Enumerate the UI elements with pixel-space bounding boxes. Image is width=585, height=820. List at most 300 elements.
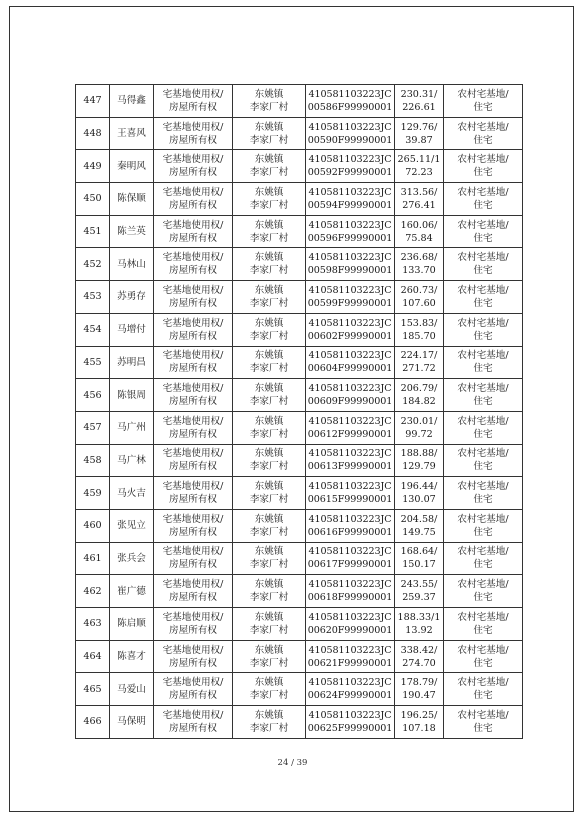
- location-line: 李家厂村: [249, 199, 289, 211]
- area-cell: [395, 379, 444, 412]
- area-line: 184.82: [402, 396, 436, 408]
- land-use-line: 农村宅基地/: [457, 121, 509, 133]
- area-cell: [395, 85, 444, 118]
- location-line: 东姚镇: [254, 546, 284, 558]
- owner-name-cell: 陈保顺: [110, 183, 154, 216]
- table-row: [76, 608, 523, 641]
- land-use-cell: [444, 477, 523, 510]
- land-use-line: 住宅: [473, 363, 493, 375]
- parcel-code-line: 00613F99990001: [307, 461, 393, 473]
- table-body: [76, 85, 523, 739]
- location-cell: [233, 608, 306, 641]
- right-type-line: 房屋所有权: [169, 199, 217, 211]
- owner-name-cell: 马林山: [110, 248, 154, 281]
- row-number-cell: 457: [76, 411, 110, 444]
- row-number-cell: 452: [76, 248, 110, 281]
- location-line: 东姚镇: [254, 383, 284, 395]
- location-line: 李家厂村: [249, 396, 289, 408]
- land-use-cell: [444, 183, 523, 216]
- parcel-code-line: 00599F99990001: [307, 297, 393, 309]
- area-line: 236.68/: [400, 252, 438, 264]
- location-line: 李家厂村: [249, 461, 289, 473]
- area-line: 274.70: [402, 657, 436, 669]
- land-use-line: 农村宅基地/: [457, 186, 509, 198]
- location-line: 李家厂村: [249, 690, 289, 702]
- location-line: 李家厂村: [249, 330, 289, 342]
- location-line: 东姚镇: [254, 415, 284, 427]
- table-row: [76, 248, 523, 281]
- row-number-cell: 458: [76, 444, 110, 477]
- location-cell: [233, 706, 306, 739]
- location-cell: [233, 313, 306, 346]
- land-use-line: 住宅: [473, 265, 493, 277]
- location-line: 东姚镇: [254, 350, 284, 362]
- location-cell: [233, 150, 306, 183]
- right-type-cell: [154, 673, 233, 706]
- location-line: 李家厂村: [249, 592, 289, 604]
- land-use-line: 住宅: [473, 722, 493, 734]
- parcel-code-line: 00594F99990001: [307, 199, 393, 211]
- right-type-cell: [154, 379, 233, 412]
- land-use-cell: [444, 706, 523, 739]
- table-row: [76, 411, 523, 444]
- area-line: 107.18: [402, 722, 436, 734]
- right-type-cell: [154, 313, 233, 346]
- land-use-line: 农村宅基地/: [457, 677, 509, 689]
- location-cell: [233, 248, 306, 281]
- land-use-cell: [444, 673, 523, 706]
- land-use-cell: [444, 150, 523, 183]
- right-type-line: 房屋所有权: [169, 494, 217, 506]
- parcel-code-cell: [306, 346, 395, 379]
- land-use-cell: [444, 411, 523, 444]
- right-type-cell: [154, 542, 233, 575]
- location-cell: [233, 281, 306, 314]
- location-line: 李家厂村: [249, 101, 289, 113]
- parcel-code-line: 410581103223JC: [308, 579, 392, 591]
- land-use-line: 住宅: [473, 690, 493, 702]
- right-type-cell: [154, 444, 233, 477]
- parcel-code-line: 410581103223JC: [308, 546, 392, 558]
- parcel-code-cell: [306, 248, 395, 281]
- right-type-cell: [154, 477, 233, 510]
- right-type-line: 宅基地使用权/: [162, 88, 224, 100]
- parcel-code-line: 410581103223JC: [308, 252, 392, 264]
- land-use-line: 农村宅基地/: [457, 481, 509, 493]
- land-use-line: 住宅: [473, 559, 493, 571]
- location-line: 李家厂村: [249, 232, 289, 244]
- area-line: 75.84: [405, 232, 433, 244]
- land-use-line: 住宅: [473, 330, 493, 342]
- table-row: [76, 640, 523, 673]
- land-use-line: 住宅: [473, 592, 493, 604]
- area-line: 259.37: [402, 592, 436, 604]
- right-type-line: 房屋所有权: [169, 363, 217, 375]
- right-type-line: 宅基地使用权/: [162, 154, 224, 166]
- right-type-line: 宅基地使用权/: [162, 252, 224, 264]
- right-type-line: 房屋所有权: [169, 167, 217, 179]
- land-use-line: 住宅: [473, 297, 493, 309]
- right-type-cell: [154, 183, 233, 216]
- parcel-code-line: 00596F99990001: [307, 232, 393, 244]
- area-line: 72.23: [405, 167, 433, 179]
- right-type-line: 宅基地使用权/: [162, 350, 224, 362]
- land-use-cell: [444, 509, 523, 542]
- parcel-code-line: 00618F99990001: [307, 592, 393, 604]
- parcel-code-line: 410581103223JC: [308, 448, 392, 460]
- area-line: 226.61: [402, 101, 436, 113]
- location-line: 东姚镇: [254, 186, 284, 198]
- area-cell: [395, 281, 444, 314]
- location-cell: [233, 183, 306, 216]
- row-number-cell: 456: [76, 379, 110, 412]
- location-line: 东姚镇: [254, 579, 284, 591]
- location-line: 李家厂村: [249, 265, 289, 277]
- right-type-cell: [154, 117, 233, 150]
- right-type-cell: [154, 509, 233, 542]
- right-type-line: 房屋所有权: [169, 265, 217, 277]
- location-cell: [233, 444, 306, 477]
- right-type-cell: [154, 150, 233, 183]
- land-use-cell: [444, 379, 523, 412]
- area-line: 196.25/: [400, 709, 438, 721]
- area-cell: [395, 509, 444, 542]
- land-use-line: 农村宅基地/: [457, 383, 509, 395]
- table-row: [76, 575, 523, 608]
- land-use-line: 农村宅基地/: [457, 579, 509, 591]
- table-row: [76, 477, 523, 510]
- parcel-code-line: 00620F99990001: [307, 624, 393, 636]
- parcel-code-cell: [306, 117, 395, 150]
- table-row: [76, 215, 523, 248]
- owner-name-cell: 马保明: [110, 706, 154, 739]
- land-use-line: 住宅: [473, 101, 493, 113]
- owner-name-cell: 马火吉: [110, 477, 154, 510]
- area-line: 224.17/: [400, 350, 438, 362]
- land-use-line: 农村宅基地/: [457, 154, 509, 166]
- right-type-line: 宅基地使用权/: [162, 481, 224, 493]
- right-type-line: 宅基地使用权/: [162, 317, 224, 329]
- land-use-line: 农村宅基地/: [457, 88, 509, 100]
- parcel-code-line: 00616F99990001: [307, 526, 393, 538]
- area-cell: [395, 706, 444, 739]
- land-use-line: 住宅: [473, 526, 493, 538]
- row-number-cell: 462: [76, 575, 110, 608]
- location-cell: [233, 411, 306, 444]
- right-type-line: 宅基地使用权/: [162, 611, 224, 623]
- land-use-cell: [444, 608, 523, 641]
- owner-name-cell: 苏勇存: [110, 281, 154, 314]
- row-number-cell: 453: [76, 281, 110, 314]
- table-row: [76, 706, 523, 739]
- parcel-code-cell: [306, 477, 395, 510]
- owner-name-cell: 陈兰英: [110, 215, 154, 248]
- table-row: [76, 346, 523, 379]
- land-use-cell: [444, 85, 523, 118]
- area-cell: [395, 575, 444, 608]
- location-cell: [233, 509, 306, 542]
- parcel-code-line: 410581103223JC: [308, 219, 392, 231]
- right-type-line: 房屋所有权: [169, 232, 217, 244]
- land-use-line: 住宅: [473, 494, 493, 506]
- area-cell: [395, 183, 444, 216]
- land-use-line: 住宅: [473, 167, 493, 179]
- right-type-cell: [154, 215, 233, 248]
- right-type-cell: [154, 85, 233, 118]
- area-line: 39.87: [405, 134, 433, 146]
- land-use-line: 农村宅基地/: [457, 644, 509, 656]
- right-type-line: 房屋所有权: [169, 690, 217, 702]
- right-type-line: 房屋所有权: [169, 461, 217, 473]
- parcel-code-line: 00586F99990001: [307, 101, 393, 113]
- location-line: 东姚镇: [254, 121, 284, 133]
- page-number: 24 / 39: [277, 758, 308, 768]
- land-use-line: 农村宅基地/: [457, 317, 509, 329]
- land-use-cell: [444, 444, 523, 477]
- row-number-cell: 449: [76, 150, 110, 183]
- location-cell: [233, 379, 306, 412]
- right-type-line: 房屋所有权: [169, 624, 217, 636]
- right-type-cell: [154, 411, 233, 444]
- right-type-cell: [154, 706, 233, 739]
- location-line: 东姚镇: [254, 611, 284, 623]
- location-line: 东姚镇: [254, 513, 284, 525]
- owner-name-cell: 陈银周: [110, 379, 154, 412]
- parcel-code-line: 410581103223JC: [308, 186, 392, 198]
- parcel-code-line: 410581103223JC: [308, 121, 392, 133]
- parcel-code-line: 410581103223JC: [308, 677, 392, 689]
- row-number-cell: 451: [76, 215, 110, 248]
- right-type-line: 宅基地使用权/: [162, 579, 224, 591]
- row-number-cell: 460: [76, 509, 110, 542]
- parcel-code-line: 410581103223JC: [308, 317, 392, 329]
- parcel-code-line: 00609F99990001: [307, 396, 393, 408]
- row-number-cell: 450: [76, 183, 110, 216]
- parcel-code-cell: [306, 640, 395, 673]
- land-use-line: 农村宅基地/: [457, 546, 509, 558]
- area-line: 196.44/: [400, 481, 438, 493]
- land-use-line: 住宅: [473, 657, 493, 669]
- table-row: [76, 281, 523, 314]
- right-type-line: 宅基地使用权/: [162, 121, 224, 133]
- right-type-line: 宅基地使用权/: [162, 383, 224, 395]
- owner-name-cell: 崔广德: [110, 575, 154, 608]
- area-cell: [395, 444, 444, 477]
- area-cell: [395, 608, 444, 641]
- area-line: 188.88/: [400, 448, 438, 460]
- table-row: [76, 313, 523, 346]
- parcel-code-line: 00621F99990001: [307, 657, 393, 669]
- area-cell: [395, 640, 444, 673]
- location-line: 东姚镇: [254, 317, 284, 329]
- right-type-line: 房屋所有权: [169, 428, 217, 440]
- row-number-cell: 459: [76, 477, 110, 510]
- area-line: 185.70: [402, 330, 436, 342]
- right-type-line: 宅基地使用权/: [162, 546, 224, 558]
- land-use-line: 住宅: [473, 461, 493, 473]
- area-line: 129.79: [402, 461, 436, 473]
- location-line: 李家厂村: [249, 167, 289, 179]
- right-type-line: 宅基地使用权/: [162, 219, 224, 231]
- parcel-code-line: 410581103223JC: [308, 481, 392, 493]
- land-use-line: 住宅: [473, 428, 493, 440]
- location-line: 李家厂村: [249, 363, 289, 375]
- right-type-line: 宅基地使用权/: [162, 448, 224, 460]
- right-type-line: 宅基地使用权/: [162, 513, 224, 525]
- parcel-code-line: 00624F99990001: [307, 690, 393, 702]
- right-type-line: 宅基地使用权/: [162, 415, 224, 427]
- land-use-line: 农村宅基地/: [457, 709, 509, 721]
- parcel-code-cell: [306, 183, 395, 216]
- land-use-cell: [444, 117, 523, 150]
- land-use-line: 农村宅基地/: [457, 252, 509, 264]
- row-number-cell: 447: [76, 85, 110, 118]
- owner-name-cell: 王喜风: [110, 117, 154, 150]
- parcel-code-line: 00592F99990001: [307, 167, 393, 179]
- right-type-line: 宅基地使用权/: [162, 284, 224, 296]
- land-use-cell: [444, 313, 523, 346]
- land-use-line: 住宅: [473, 199, 493, 211]
- location-line: 李家厂村: [249, 657, 289, 669]
- table-row: [76, 379, 523, 412]
- area-line: 338.42/: [400, 644, 438, 656]
- right-type-line: 房屋所有权: [169, 297, 217, 309]
- land-use-cell: [444, 640, 523, 673]
- table-row: [76, 183, 523, 216]
- table-row: [76, 117, 523, 150]
- parcel-code-line: 00625F99990001: [307, 722, 393, 734]
- area-cell: [395, 248, 444, 281]
- location-line: 东姚镇: [254, 709, 284, 721]
- parcel-code-line: 410581103223JC: [308, 415, 392, 427]
- location-line: 东姚镇: [254, 219, 284, 231]
- area-cell: [395, 346, 444, 379]
- table-row: [76, 85, 523, 118]
- parcel-code-cell: [306, 379, 395, 412]
- registry-table: [75, 84, 523, 739]
- owner-name-cell: 陈启顺: [110, 608, 154, 641]
- location-cell: [233, 575, 306, 608]
- land-use-cell: [444, 346, 523, 379]
- right-type-line: 房屋所有权: [169, 396, 217, 408]
- row-number-cell: 463: [76, 608, 110, 641]
- owner-name-cell: 马广林: [110, 444, 154, 477]
- right-type-line: 宅基地使用权/: [162, 709, 224, 721]
- location-line: 东姚镇: [254, 481, 284, 493]
- parcel-code-cell: [306, 281, 395, 314]
- row-number-cell: 466: [76, 706, 110, 739]
- area-cell: [395, 411, 444, 444]
- area-line: 160.06/: [400, 219, 438, 231]
- area-cell: [395, 673, 444, 706]
- parcel-code-cell: [306, 411, 395, 444]
- right-type-cell: [154, 640, 233, 673]
- location-line: 李家厂村: [249, 526, 289, 538]
- area-line: 206.79/: [400, 383, 438, 395]
- right-type-line: 房屋所有权: [169, 722, 217, 734]
- row-number-cell: 455: [76, 346, 110, 379]
- right-type-line: 房屋所有权: [169, 134, 217, 146]
- land-use-line: 农村宅基地/: [457, 284, 509, 296]
- location-line: 东姚镇: [254, 154, 284, 166]
- right-type-line: 房屋所有权: [169, 559, 217, 571]
- area-cell: [395, 477, 444, 510]
- location-line: 李家厂村: [249, 134, 289, 146]
- row-number-cell: 465: [76, 673, 110, 706]
- location-cell: [233, 542, 306, 575]
- area-line: 230.31/: [400, 88, 438, 100]
- location-cell: [233, 215, 306, 248]
- location-line: 李家厂村: [249, 297, 289, 309]
- right-type-line: 房屋所有权: [169, 101, 217, 113]
- location-line: 东姚镇: [254, 677, 284, 689]
- parcel-code-line: 410581103223JC: [308, 88, 392, 100]
- parcel-code-line: 00615F99990001: [307, 494, 393, 506]
- right-type-cell: [154, 248, 233, 281]
- right-type-line: 宅基地使用权/: [162, 186, 224, 198]
- land-use-cell: [444, 575, 523, 608]
- owner-name-cell: 张见立: [110, 509, 154, 542]
- parcel-code-line: 410581103223JC: [308, 350, 392, 362]
- owner-name-cell: 陈喜才: [110, 640, 154, 673]
- owner-name-cell: 张兵会: [110, 542, 154, 575]
- parcel-code-cell: [306, 673, 395, 706]
- land-use-cell: [444, 281, 523, 314]
- parcel-code-line: 410581103223JC: [308, 154, 392, 166]
- area-line: 265.11/1: [397, 154, 441, 166]
- location-cell: [233, 346, 306, 379]
- row-number-cell: 461: [76, 542, 110, 575]
- land-use-cell: [444, 542, 523, 575]
- right-type-cell: [154, 575, 233, 608]
- land-use-cell: [444, 215, 523, 248]
- parcel-code-line: 00612F99990001: [307, 428, 393, 440]
- area-line: 178.79/: [400, 677, 438, 689]
- area-line: 204.58/: [400, 513, 438, 525]
- parcel-code-cell: [306, 215, 395, 248]
- location-cell: [233, 673, 306, 706]
- table-row: [76, 509, 523, 542]
- table-row: [76, 542, 523, 575]
- land-use-line: 农村宅基地/: [457, 611, 509, 623]
- land-use-line: 住宅: [473, 624, 493, 636]
- parcel-code-line: 410581103223JC: [308, 513, 392, 525]
- parcel-code-line: 00590F99990001: [307, 134, 393, 146]
- row-number-cell: 454: [76, 313, 110, 346]
- owner-name-cell: 马增付: [110, 313, 154, 346]
- table-row: [76, 444, 523, 477]
- row-number-cell: 464: [76, 640, 110, 673]
- location-line: 东姚镇: [254, 88, 284, 100]
- right-type-line: 房屋所有权: [169, 592, 217, 604]
- parcel-code-cell: [306, 313, 395, 346]
- area-line: 243.55/: [400, 579, 438, 591]
- location-line: 东姚镇: [254, 448, 284, 460]
- land-use-cell: [444, 248, 523, 281]
- parcel-code-cell: [306, 706, 395, 739]
- location-line: 李家厂村: [249, 428, 289, 440]
- location-line: 李家厂村: [249, 494, 289, 506]
- right-type-line: 房屋所有权: [169, 526, 217, 538]
- parcel-code-line: 410581103223JC: [308, 611, 392, 623]
- area-line: 168.64/: [400, 546, 438, 558]
- parcel-code-cell: [306, 85, 395, 118]
- area-cell: [395, 117, 444, 150]
- area-line: 153.83/: [400, 317, 438, 329]
- land-use-line: 农村宅基地/: [457, 350, 509, 362]
- area-line: 313.56/: [400, 186, 438, 198]
- owner-name-cell: 马爱山: [110, 673, 154, 706]
